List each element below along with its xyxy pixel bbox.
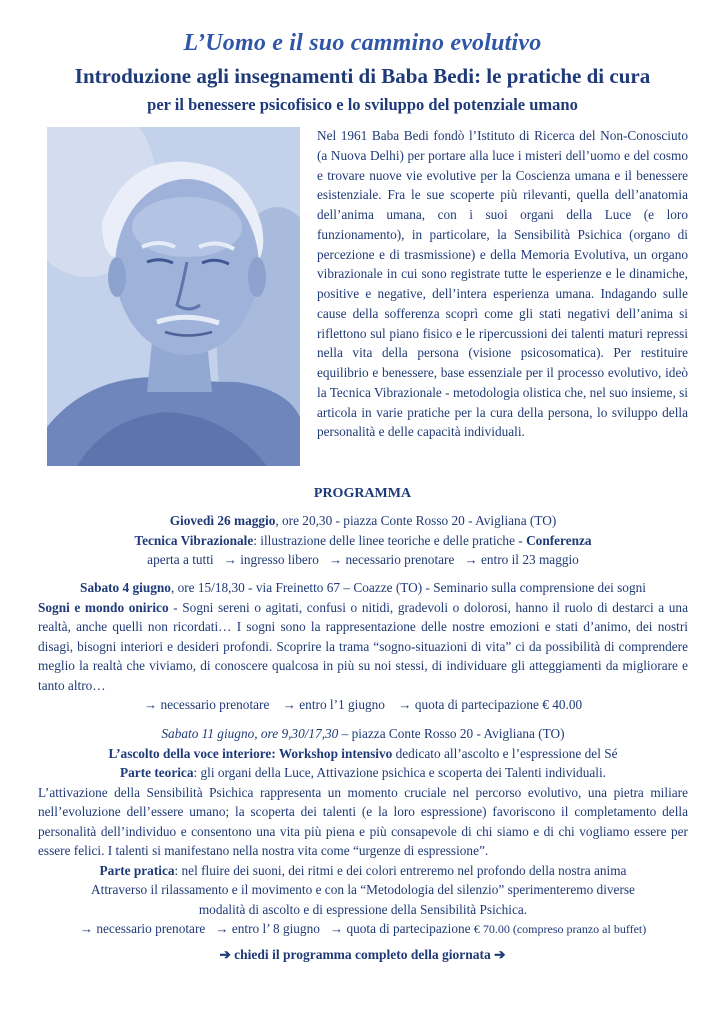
event-3-notes-price: € 70.00 (compreso pranzo al buffet) [473, 922, 647, 936]
event-1 [38, 511, 688, 570]
request-program-cta: ➔ chiedi il programma completo della giornata ➔ [219, 947, 506, 962]
portrait-illustration [47, 127, 300, 466]
event-2-body [38, 598, 688, 696]
flyer-title-italic: L’Uomo e il suo cammino evolutivo [183, 30, 542, 56]
event-3-notes-line [38, 919, 688, 940]
flyer-main-title: Introduzione agli insegnamenti di Baba Bedi: le pratiche di cura [74, 64, 651, 88]
programma-heading: PROGRAMMA [313, 486, 412, 501]
event-3-theory-text: : gli organi della Luce, Attivazione psichica e scoperta dei Talenti individuali. [193, 765, 606, 780]
flyer-subtitle: per il benessere psicofisico e lo sviluppo del potenziale umano [147, 95, 578, 114]
event-2-date-line [38, 578, 688, 598]
event-3-title: L’ascolto della voce interiore: Workshop intensivo [108, 745, 393, 761]
event-2 [38, 578, 688, 715]
event-3-title-line [38, 744, 688, 764]
event-2-title: Sogni e mondo onirico [38, 599, 169, 615]
event-3-date: Sabato 11 giugno [161, 726, 255, 741]
event-3-practice-body-1: Attraverso il rilassamento e il movimento e con la “Metodologia del silenzio” sperimenteremo diverse [91, 882, 635, 897]
intro-paragraph: Nel 1961 Baba Bedi fondò l’Istituto di Ricerca del Non-Conosciuto (a Nuova Delhi) per portare alla luce i misteri dell’uomo e del cosmo e trovare nuove vie evolutive per la Coscienza umana e il benessere esistenziale. Fra le sue scoperte più rilevanti, quella dell’anatomia dell’anima umana, con i suoi organi della Luce (e loro funzionamento), in particolare, la Sensibilità Psichica (organo di percezione e di trasmissione) e della Memoria Evolutiva, un organo vibrazionale in cui sono registrate tutte le esperienze e le dinamiche, positive e negative, dell’intera esperienza umana. Indagando sulle cause della sofferenza scoprì come gli stati negativi dell’anima si riflettono sul piano fisico e le ripercussioni dei talenti maturi repressi nella vita della persona (visione psicosomatica). Per restituire equilibrio e benessere, base essenziale per il processo evolutivo, ideò la Tecnica Vibrazionale - metodologia olistica che, nel suo insieme, si articola in varie pratiche per la cura della persona, lo sviluppo della personalità e delle capacità individuali. [317, 128, 688, 440]
event-2-notes: → necessario prenotare → entro l’1 giugno → quota di partecipazione € 40.00 [143, 697, 583, 712]
event-3-details: – piazza Conte Rosso 20 - Avigliana (TO) [338, 726, 565, 741]
event-3-practice-line [38, 861, 688, 881]
event-3-time: , ore 9,30/17,30 [254, 726, 339, 741]
event-3-theory-label: Parte teorica [120, 765, 194, 780]
baba-bedi-portrait [47, 127, 300, 466]
event-3-title-rest: dedicato all’ascolto e l’espressione del Sé [392, 745, 618, 761]
event-1-date-line [38, 511, 688, 531]
event-3-practice-label: Parte pratica [99, 862, 175, 878]
event-3-notes: → necessario prenotare → entro l’ 8 giugno → quota di partecipazione [79, 921, 474, 936]
event-1-details: , ore 20,30 - piazza Conte Rosso 20 - Avigliana (TO) [275, 513, 557, 528]
event-1-title: Tecnica Vibrazionale [134, 532, 254, 548]
event-1-type: Conferenza [526, 532, 592, 548]
event-2-details: , ore 15/18,30 - via Freinetto 67 – Coazze (TO) - Seminario sulla comprensione dei sogni [170, 580, 646, 595]
event-3 [38, 724, 688, 940]
event-1-description: : illustrazione delle linee teoriche e delle pratiche - [253, 532, 523, 548]
event-1-title-line [38, 531, 688, 551]
event-2-description: - Sogni sereni o agitati, confusi o nitidi, gradevoli o dolorosi, hanno il ruolo di destarci a una realtà, anche quelli non ricordati… I sogni sono la rappresentazione delle nostre emozioni e stati d’animo, dei nostri disagi, bisogni interiori e desideri profondi. Scoprire la trama “sogno-situazioni di vita” ci da possibilità di comprendere meglio la realtà che viviamo, di conoscere qualcosa in più su noi stessi, di individuare gli atteggiamenti da migliorare e tanto altro… [38, 599, 688, 693]
event-3-theory-body: L’attivazione della Sensibilità Psichica rappresenta un momento cruciale nel percorso evolutivo, una pietra miliare nell’evoluzione dell’essere umano; la scoperta dei talenti (e la loro espressione) favoriscono il completamento della personalità dell’individuo e consentono una vita più piena e più consapevole di chi siamo e di chi vogliamo essere per essere felici. I talenti si manifestano nella nostra vita come “urgenze di espressione”. [38, 784, 688, 858]
event-2-date: Sabato 4 giugno [80, 580, 171, 595]
event-1-notes: aperta a tutti → ingresso libero → necessario prenotare → entro il 23 maggio [147, 552, 579, 567]
event-3-date-line [38, 724, 688, 744]
event-1-date: Giovedì 26 maggio [169, 513, 276, 528]
event-3-practice-body-2: modalità di ascolto e di espressione della Sensibilità Psichica. [198, 901, 528, 917]
event-3-theory-line [38, 763, 688, 783]
event-3-practice-text: : nel fluire dei suoni, dei ritmi e dei colori entreremo nel profondo della nostra anima [174, 862, 627, 878]
